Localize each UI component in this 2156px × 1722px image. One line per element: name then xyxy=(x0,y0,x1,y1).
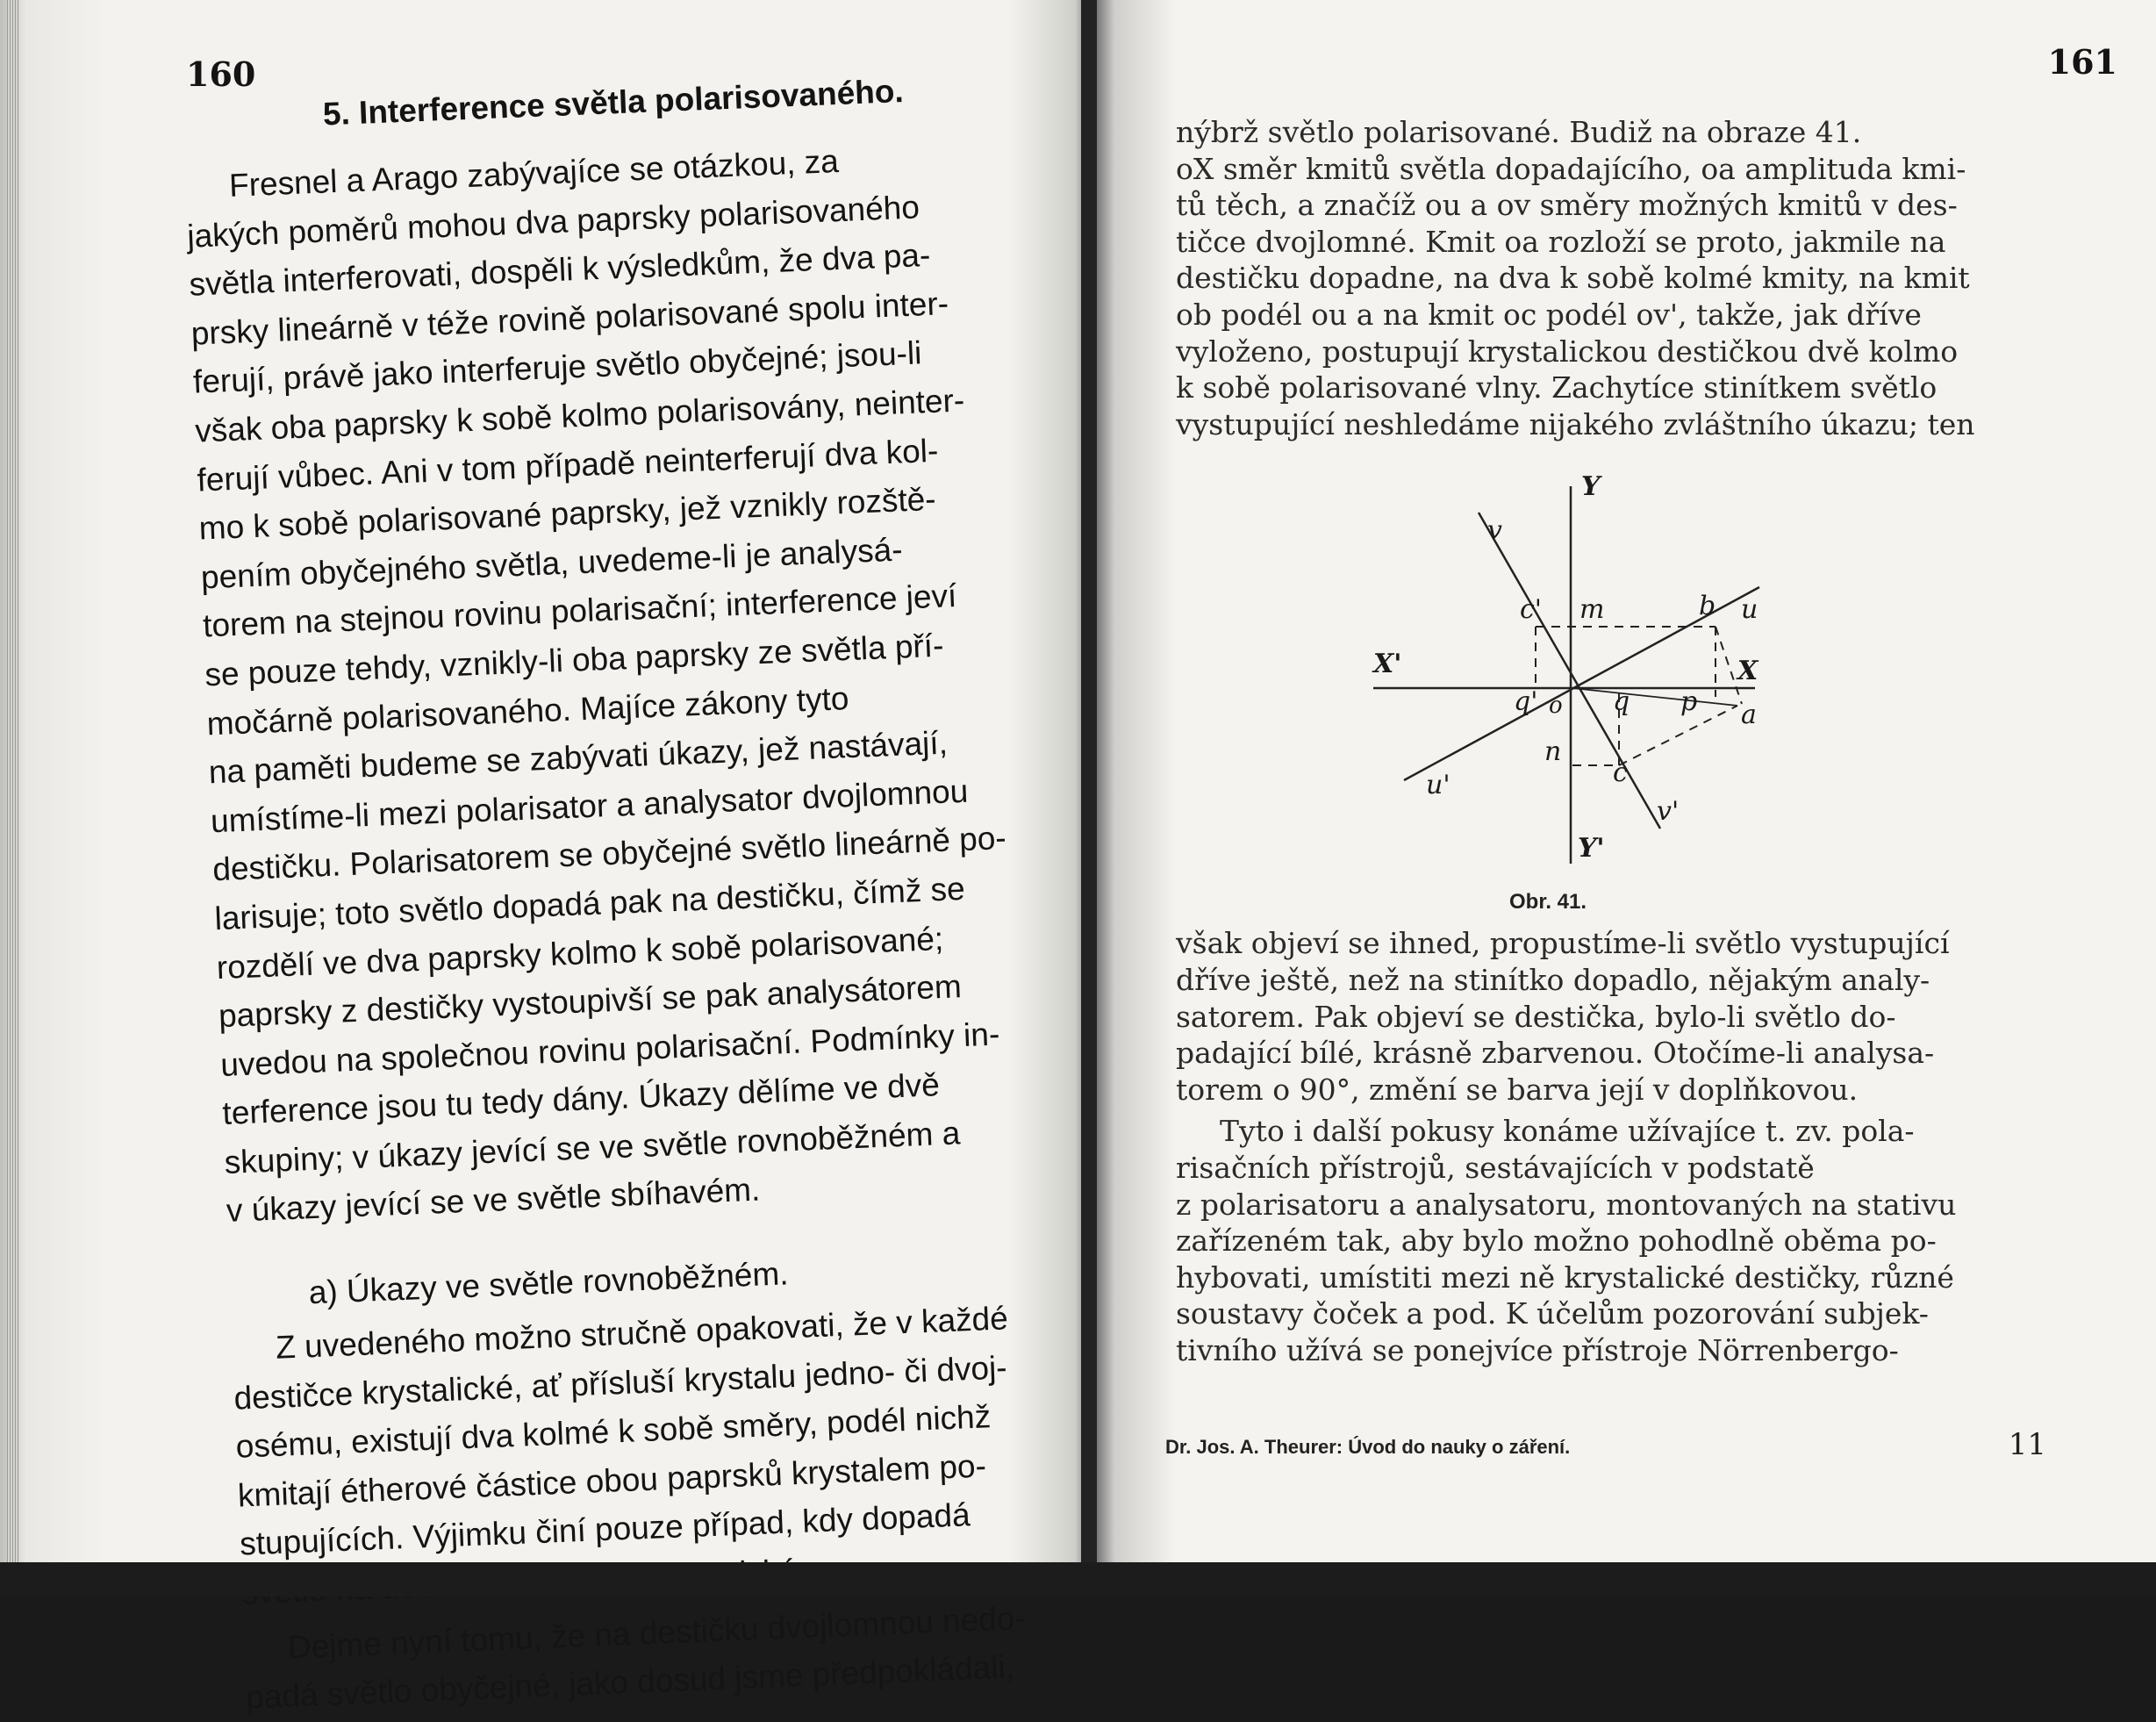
text-line: padá světlo obyčejné, jako dosud jsme předpokládali, xyxy=(245,1648,1015,1716)
text-line: ferují, právě jako interferuje světlo obyčejné; jsou-li xyxy=(192,334,923,401)
left-paragraph-1 xyxy=(184,128,1095,1236)
text-line: satorem. Pak objeví se destička, bylo-li světlo do- xyxy=(1176,999,1896,1034)
label-n: n xyxy=(1544,736,1562,768)
scan-bottom-edge xyxy=(0,1562,2156,1596)
text-line: terference jsou tu tedy dány. Úkazy dělíme ve dvě xyxy=(221,1066,941,1132)
text-line: prsky lineárně v téže rovině polarisované spolu inter- xyxy=(190,284,949,352)
figure-41 xyxy=(1176,442,2071,925)
label-u: u xyxy=(1741,594,1758,626)
label-u-prime: u' xyxy=(1426,770,1450,801)
text-line: k sobě polarisované vlny. Zachytíce stinítkem světlo xyxy=(1176,370,1938,405)
label-c: c xyxy=(1613,757,1628,789)
right-paragraph-2 xyxy=(1176,925,2071,1108)
label-a: a xyxy=(1741,700,1757,731)
text-line: kmitají étherové částice obou paprsků krystalem po- xyxy=(237,1447,987,1514)
text-line: vystupující neshledáme nijakého zvláštního úkazu; ten xyxy=(1176,406,1975,441)
text-line: destičku dopadne, na dva k sobě kolmé kmity, na kmit xyxy=(1176,261,1970,296)
figure-caption: Obr. 41. xyxy=(1509,890,1587,915)
label-c-prime: c' xyxy=(1520,594,1543,626)
oa-line xyxy=(1572,688,1737,706)
section-a-title: a) Úkazy ve světle rovnoběžném. xyxy=(307,1255,790,1311)
section-heading: 5. Interference světla polarisovaného. xyxy=(322,72,905,133)
right-paragraph-1 xyxy=(1176,114,2071,442)
text-line: Tyto i další pokusy konáme užívajíce t. zv. pola- xyxy=(1220,1114,1915,1149)
text-line: hybovati, umístiti mezi ně krystalické destičky, různé xyxy=(1176,1259,1954,1295)
ca-dashed xyxy=(1619,706,1737,765)
text-line: Z uvedeného možno stručně opakovati, že v každé xyxy=(275,1300,1009,1366)
label-Y: Y xyxy=(1581,471,1601,503)
footer-author: Dr. Jos. A. Theurer: Úvod do nauky o záření. xyxy=(1165,1436,1571,1458)
label-p: p xyxy=(1680,686,1698,718)
label-m: m xyxy=(1579,594,1605,626)
polarization-diagram xyxy=(1176,442,2071,925)
label-o: o xyxy=(1549,692,1563,720)
text-line: Fresnel a Arago zabývajíce se otázkou, za xyxy=(228,142,840,204)
label-q: q xyxy=(1613,686,1630,718)
text-line: torem o 90°, změní se barva její v doplňkovou. xyxy=(1176,1072,1859,1107)
label-X-prime: X' xyxy=(1373,649,1402,680)
text-line: tivního užívá se ponejvíce přístroje Nörrenbergo- xyxy=(1176,1332,1899,1367)
text-line: larisuje; toto světlo dopadá pak na destičku, čímž se xyxy=(213,870,966,937)
text-line: paprsky z destičky vystoupivší se pak analysátorem xyxy=(218,968,963,1035)
text-line: destičce krystalické, ať přísluší krystalu jedno- či dvoj- xyxy=(233,1349,1008,1417)
page-edges xyxy=(7,0,19,1562)
right-page-number: 161 xyxy=(2047,42,2117,82)
text-line: soustavy čoček a pod. K účelům pozorování subjek- xyxy=(1176,1296,1929,1331)
label-X: X xyxy=(1737,656,1758,687)
text-line: Dejme nyní tomu, že na destičku dvojlomnou nedo- xyxy=(287,1599,1027,1666)
text-line: z polarisatoru a analysatoru, montovaných na stativu xyxy=(1176,1187,1957,1222)
label-v-prime: v' xyxy=(1657,796,1680,828)
text-line: jakých poměrů mohou dva paprsky polarisovaného xyxy=(186,188,920,255)
text-line: mo k sobě polarisované paprsky, jež vznikly rozště- xyxy=(197,481,937,547)
text-line: tičce dvojlomné. Kmit oa rozloží se proto, jakmile na xyxy=(1176,224,1946,259)
text-line: pením obyčejného světla, uvedeme-li je analysá- xyxy=(200,531,904,596)
text-line: skupiny; v úkazy jevící se ve světle rovnoběžném a xyxy=(223,1115,961,1180)
text-line: risačních přístrojů, sestávajících v podstatě xyxy=(1176,1150,1815,1185)
text-line: světla interferovati, dospěli k výsledkům, že dva pa- xyxy=(188,237,931,303)
text-line: močárně polarisovaného. Majíce zákony tyto xyxy=(205,679,850,742)
v-axis-line xyxy=(1479,513,1660,829)
text-line: zařízeném tak, aby bylo možno pohodlně oběma po- xyxy=(1176,1223,1937,1259)
text-line: rozdělí ve dva paprsky kolmo k sobě polarisované; xyxy=(216,920,944,986)
right-page-text xyxy=(1176,114,2071,1368)
text-line: torem na stejnou rovinu polarisační; interference jeví xyxy=(202,578,958,644)
text-line: ob podél ou a na kmit oc podél ov', takže, jak dříve xyxy=(1176,297,1922,332)
text-line: uvedou na společnou rovinu polarisační. Podmínky in- xyxy=(219,1015,1000,1083)
footer-signature-mark: 11 xyxy=(2008,1427,2046,1462)
text-line: nýbrž světlo polarisované. Budiž na obraze 41. xyxy=(1176,115,1862,149)
text-line: tů těch, a značíž ou a ov směry možných kmitů v des- xyxy=(1176,188,1958,223)
text-line: vyloženo, postupují krystalickou destičkou dvě kolmo xyxy=(1176,334,1959,369)
text-line: destičku. Polarisatorem se obyčejné světlo lineárně po- xyxy=(211,820,1007,888)
label-b: b xyxy=(1699,591,1716,622)
label-v: v xyxy=(1487,515,1502,547)
text-line: ferují vůbec. Ani v tom případě neinterferují dva kol- xyxy=(196,432,939,499)
text-line: v úkazy jevící se ve světle sbíhavém. xyxy=(226,1171,762,1230)
text-line: na paměti budeme se zabývati úkazy, jež nastávají, xyxy=(208,724,949,791)
label-q-prime: q' xyxy=(1514,686,1538,718)
left-page-number: 160 xyxy=(186,54,256,94)
text-line: padající bílé, krásně zbarvenou. Otočíme-li analysa- xyxy=(1176,1036,1935,1071)
right-paragraph-3 xyxy=(1176,1113,2071,1368)
label-Y-prime: Y' xyxy=(1578,833,1605,865)
text-line: oX směr kmitů světla dopadajícího, oa amplituda kmi- xyxy=(1176,151,1966,186)
page-footer xyxy=(1165,1427,2046,1462)
text-line: osému, existují dva kolmé k sobě směry, podél nichž xyxy=(234,1398,992,1465)
text-line: stupujících. Výjimku činí pouze případ, kdy dopadá xyxy=(239,1496,971,1563)
text-line: však objeví se ihned, propustíme-li světlo vystupující xyxy=(1176,926,1950,961)
text-line: umístíme-li mezi polarisator a analysator dvojlomnou xyxy=(210,772,969,839)
text-line: se pouze tehdy, vznikly-li oba paprsky ze světla pří- xyxy=(204,627,945,693)
left-page-text xyxy=(180,18,1115,1722)
text-line: dříve ještě, než na stinítko dopadlo, nějakým analy- xyxy=(1176,962,1930,997)
text-line: však oba paprsky k sobě kolmo polarisovány, neinter- xyxy=(194,382,965,449)
